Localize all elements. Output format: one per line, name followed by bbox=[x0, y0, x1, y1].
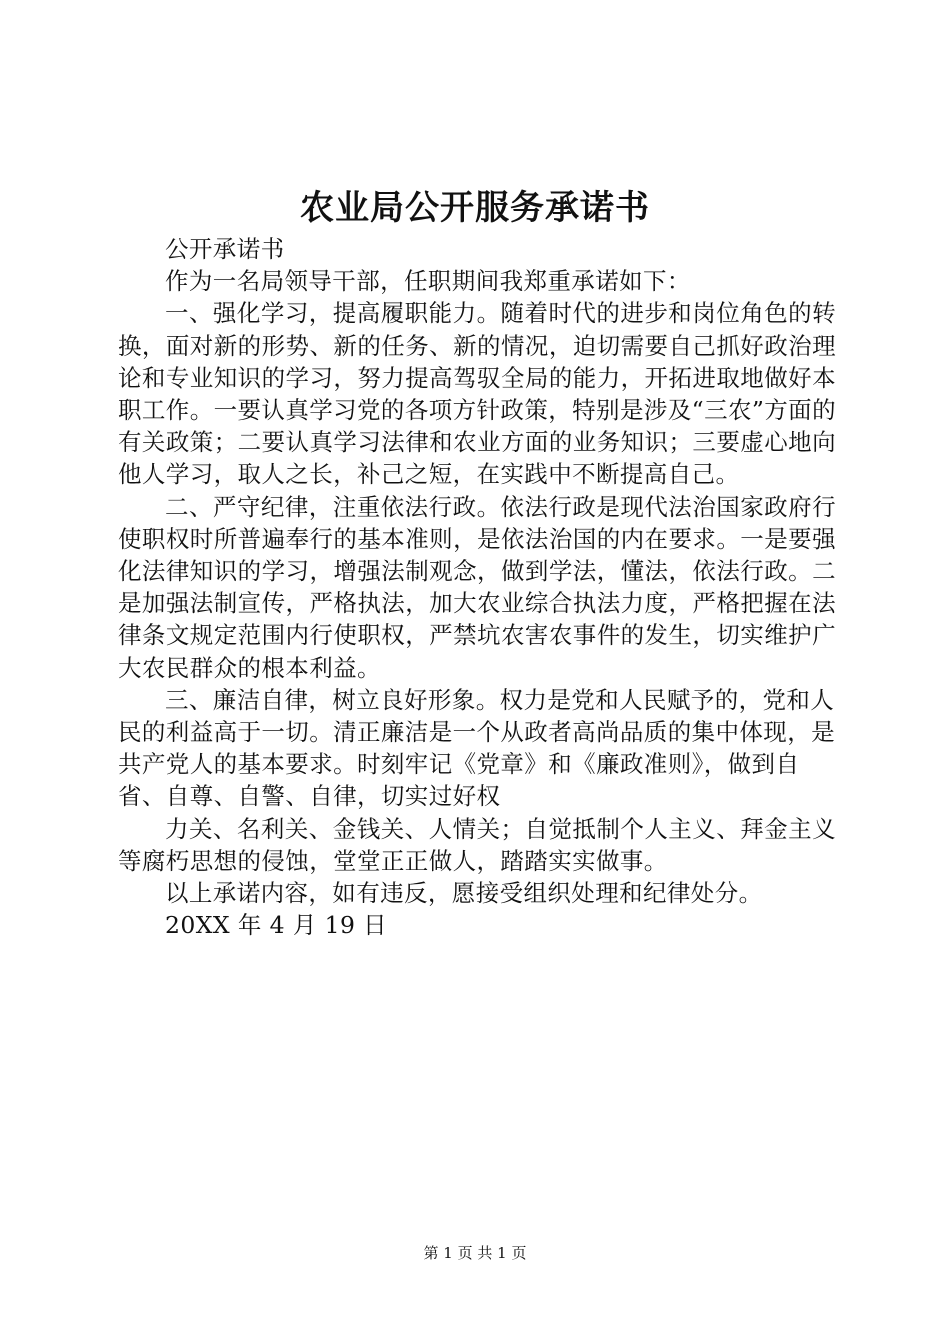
intro-paragraph: 作为一名局领导干部，任职期间我郑重承诺如下： bbox=[165, 267, 691, 296]
date-line: 20XX 年 4 月 19 日 bbox=[165, 911, 388, 940]
section-three-paragraph: 三、廉洁自律，树立良好形象。权力是党和人民赋予的，党和人民的利益高于一切。清正廉洁是一个从政者高尚品质的集中体现，是共产党人的基本要求。时刻牢记《党章》和《廉政准则》，做到自省、自尊、自警、自律，切实过好权 bbox=[118, 685, 835, 811]
section-two-paragraph: 二、严守纪律，注重依法行政。依法行政是现代法治国家政府行使职权时所普遍奉行的基本准则，是依法治国的内在要求。一是要强化法律知识的学习，增强法制观念，做到学法，懂法，依法行政。二是加强法制宣传，严格执法，加大农业综合执法力度，严格把握在法律条文规定范围内行使职权，严禁坑农害农事件的发生，切实维护广大农民群众的根本利益。 bbox=[118, 492, 836, 682]
page-footer: 第 1 页 共 1 页 bbox=[423, 1244, 527, 1262]
section-one-paragraph: 一、强化学习，提高履职能力。随着时代的进步和岗位角色的转换，面对新的形势、新的任务、新的情况，迫切需要自己抓好政治理论和专业知识的学习，努力提高驾驭全局的能力，开拓进取地做好本职工作。一要认真学习党的各项方针政策，特别是涉及“三农”方面的有关政策；二要认真学习法律和农业方面的业务知识；三要虚心地向他人学习，取人之长，补己之短，在实践中不断提高自己。 bbox=[118, 299, 836, 489]
closing-paragraph: 以上承诺内容，如有违反，愿接受组织处理和纪律处分。 bbox=[165, 879, 763, 908]
document-title: 农业局公开服务承诺书 bbox=[300, 188, 650, 228]
heading-paragraph: 公开承诺书 bbox=[165, 235, 285, 263]
section-three-continued-paragraph: 力关、名利关、金钱关、人情关；自觉抵制个人主义、拜金主义等腐朽思想的侵蚀，堂堂正正做人，踏踏实实做事。 bbox=[118, 814, 836, 875]
document-body bbox=[118, 233, 836, 941]
